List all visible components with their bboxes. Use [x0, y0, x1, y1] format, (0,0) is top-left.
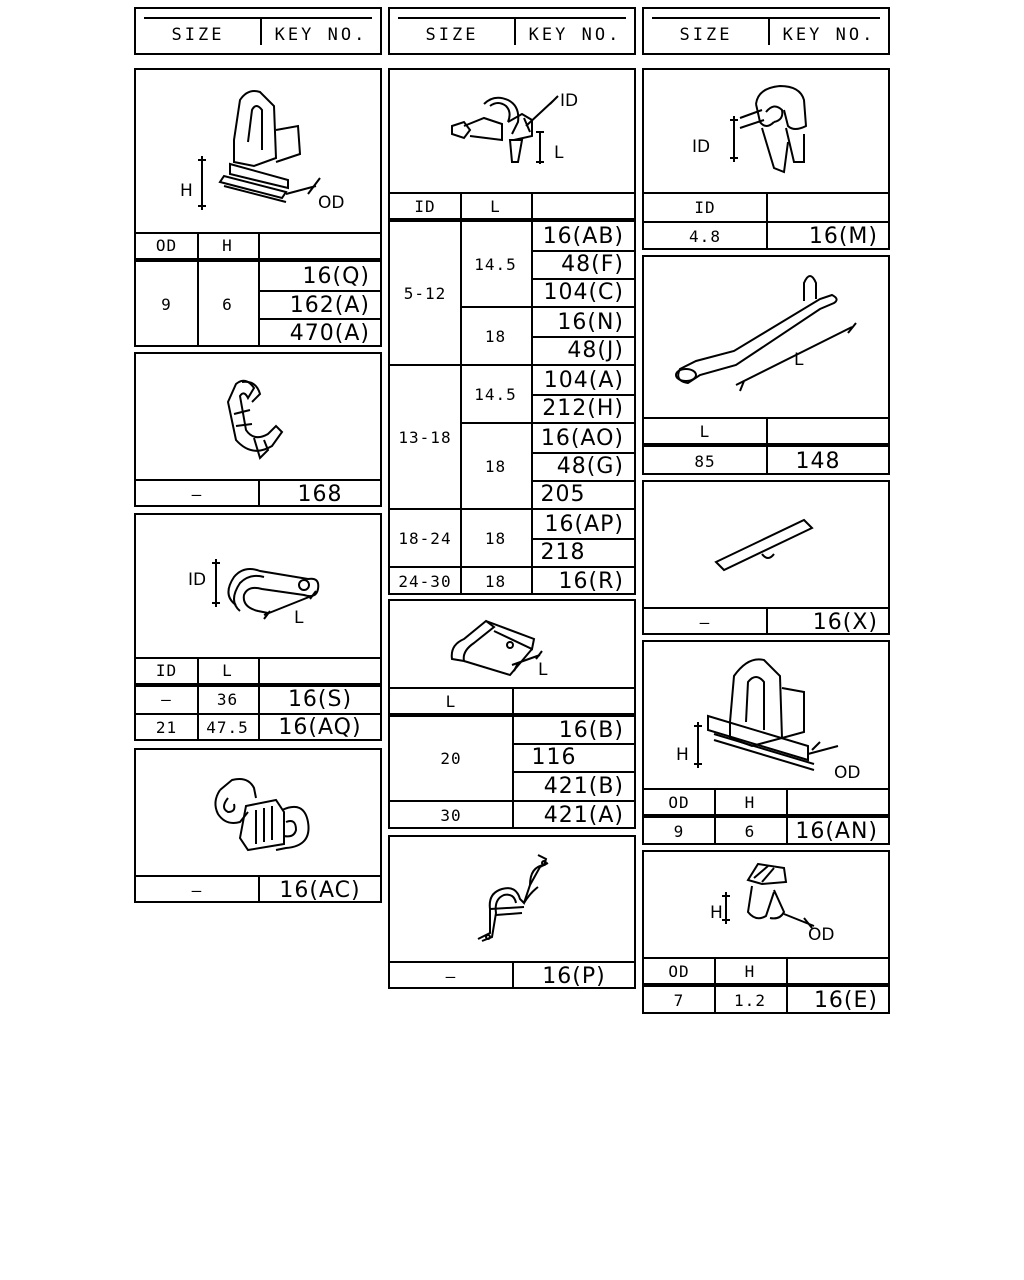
key-no: 212(H)	[542, 396, 624, 421]
value-l: 18	[484, 528, 507, 548]
header-key-no: KEY NO.	[274, 25, 368, 45]
panel-flat-tie	[642, 480, 890, 635]
value-l: 20	[440, 749, 462, 768]
key-no: 168	[297, 481, 343, 507]
dim-label-od: OD	[834, 763, 861, 783]
key-no: 16(AP)	[544, 511, 624, 537]
col-h: H	[744, 961, 756, 981]
bracket-drawing	[390, 601, 634, 687]
header-key-no: KEY NO.	[782, 25, 876, 45]
col-od: OD	[668, 961, 690, 981]
clip-id-drawing	[644, 70, 888, 192]
value-l: 30	[440, 806, 462, 825]
key-no: 16(S)	[287, 687, 353, 712]
column-header-1	[134, 7, 382, 55]
value-od: 9	[161, 295, 172, 314]
key-no: 16(AB)	[542, 223, 624, 249]
key-no: 104(A)	[543, 367, 624, 393]
col-l: L	[699, 421, 711, 441]
value-l: 18	[484, 572, 507, 591]
hook-clamp-drawing	[136, 354, 380, 478]
saddle-clamp-drawing	[390, 837, 634, 961]
double-clamp-drawing	[136, 750, 380, 874]
panel-clip-od-h	[134, 68, 382, 347]
header-size: SIZE	[425, 25, 479, 45]
col-l: L	[222, 661, 233, 680]
value-l: 36	[216, 690, 239, 709]
value-id: 4.8	[689, 227, 721, 246]
key-no: 48(G)	[556, 454, 624, 479]
col-id: ID	[155, 661, 178, 680]
dim-label-h: H	[676, 745, 689, 765]
key-no: 16(AC)	[279, 877, 361, 903]
value-l: 47.5	[206, 718, 249, 737]
panel-rail-clip-od-h	[642, 640, 890, 845]
value-id: 24-30	[398, 572, 452, 591]
key-no: 16(E)	[813, 988, 878, 1013]
value-l: 14.5	[474, 254, 517, 274]
dim-label-h: H	[180, 181, 193, 201]
value-l: 18	[484, 326, 507, 346]
col-id: ID	[694, 198, 716, 217]
key-no: 16(Q)	[302, 263, 370, 289]
key-no: 148	[795, 448, 841, 474]
key-no: 16(X)	[812, 609, 878, 635]
value-id: –	[161, 690, 172, 709]
key-no: 16(AO)	[540, 425, 624, 451]
col-od: OD	[668, 792, 690, 812]
size-value: –	[699, 612, 711, 632]
panel-push-clip-od-h	[642, 850, 890, 1014]
strap-drawing	[644, 257, 888, 417]
key-no: 116	[531, 745, 577, 770]
dim-label-l: L	[538, 660, 548, 680]
band-clip-drawing	[390, 70, 634, 192]
panel-clip-id	[642, 68, 890, 250]
key-no: 421(B)	[543, 773, 624, 799]
header-size: SIZE	[171, 25, 225, 45]
value-h: 6	[744, 822, 756, 841]
dim-label-od: OD	[808, 925, 835, 945]
value-od: 7	[673, 991, 685, 1010]
dim-label-l: L	[554, 143, 564, 163]
dim-label-l: L	[794, 350, 804, 370]
column-header-2	[388, 7, 636, 55]
col-l: L	[490, 196, 501, 216]
flat-tie-drawing	[644, 482, 888, 606]
panel-strap-l	[642, 255, 890, 475]
value-h: 6	[222, 295, 233, 314]
key-no: 16(R)	[558, 569, 624, 594]
col-od: OD	[155, 236, 178, 255]
panel-band-clip-id-l	[388, 68, 636, 595]
panel-hook-clamp	[134, 352, 382, 507]
value-l: 18	[484, 456, 507, 476]
key-no: 48(F)	[561, 252, 624, 277]
push-clip-drawing	[644, 852, 888, 956]
value-l: 85	[694, 451, 716, 471]
col-l: L	[445, 691, 457, 711]
header-size: SIZE	[679, 25, 733, 45]
key-no: 16(P)	[542, 963, 606, 989]
dim-label-id: ID	[188, 570, 207, 590]
key-no: 16(AN)	[795, 819, 878, 844]
value-id: 13-18	[398, 427, 452, 447]
header-key-no: KEY NO.	[528, 25, 622, 45]
value-id: 5-12	[403, 283, 447, 303]
key-no: 205	[540, 482, 586, 507]
key-no: 470(A)	[289, 320, 370, 346]
panel-double-clamp	[134, 748, 382, 903]
value-h: 1.2	[734, 991, 766, 1010]
dim-label-l: L	[294, 608, 304, 628]
panel-saddle-clamp	[388, 835, 636, 989]
key-no: 421(A)	[543, 803, 624, 828]
value-id: 18-24	[398, 528, 452, 548]
value-l: 14.5	[474, 384, 517, 404]
dim-label-od: OD	[318, 193, 345, 213]
key-no: 16(AQ)	[278, 715, 362, 740]
col-h: H	[222, 236, 233, 255]
column-header-3	[642, 7, 890, 55]
key-no: 104(C)	[543, 280, 624, 305]
key-no: 16(B)	[558, 717, 624, 743]
dim-label-id: ID	[692, 137, 711, 157]
panel-bracket-l	[388, 599, 636, 829]
size-value: –	[191, 484, 203, 504]
col-h: H	[744, 792, 756, 812]
dim-label-id: ID	[560, 91, 579, 111]
value-od: 9	[673, 822, 685, 841]
key-no: 162(A)	[289, 292, 370, 318]
value-id: 21	[155, 718, 178, 737]
key-no: 16(N)	[557, 309, 624, 335]
clip-drawing	[136, 70, 380, 232]
size-value: —	[191, 880, 203, 900]
size-value: –	[445, 966, 457, 986]
dim-label-h: H	[710, 903, 723, 923]
panel-loop-clamp-id-l	[134, 513, 382, 741]
rail-clip-drawing	[644, 642, 888, 788]
key-no: 48(J)	[567, 338, 624, 363]
key-no: 218	[540, 540, 586, 565]
col-id: ID	[414, 196, 436, 216]
key-no: 16(M)	[808, 224, 878, 249]
loop-clamp-drawing	[136, 515, 380, 657]
